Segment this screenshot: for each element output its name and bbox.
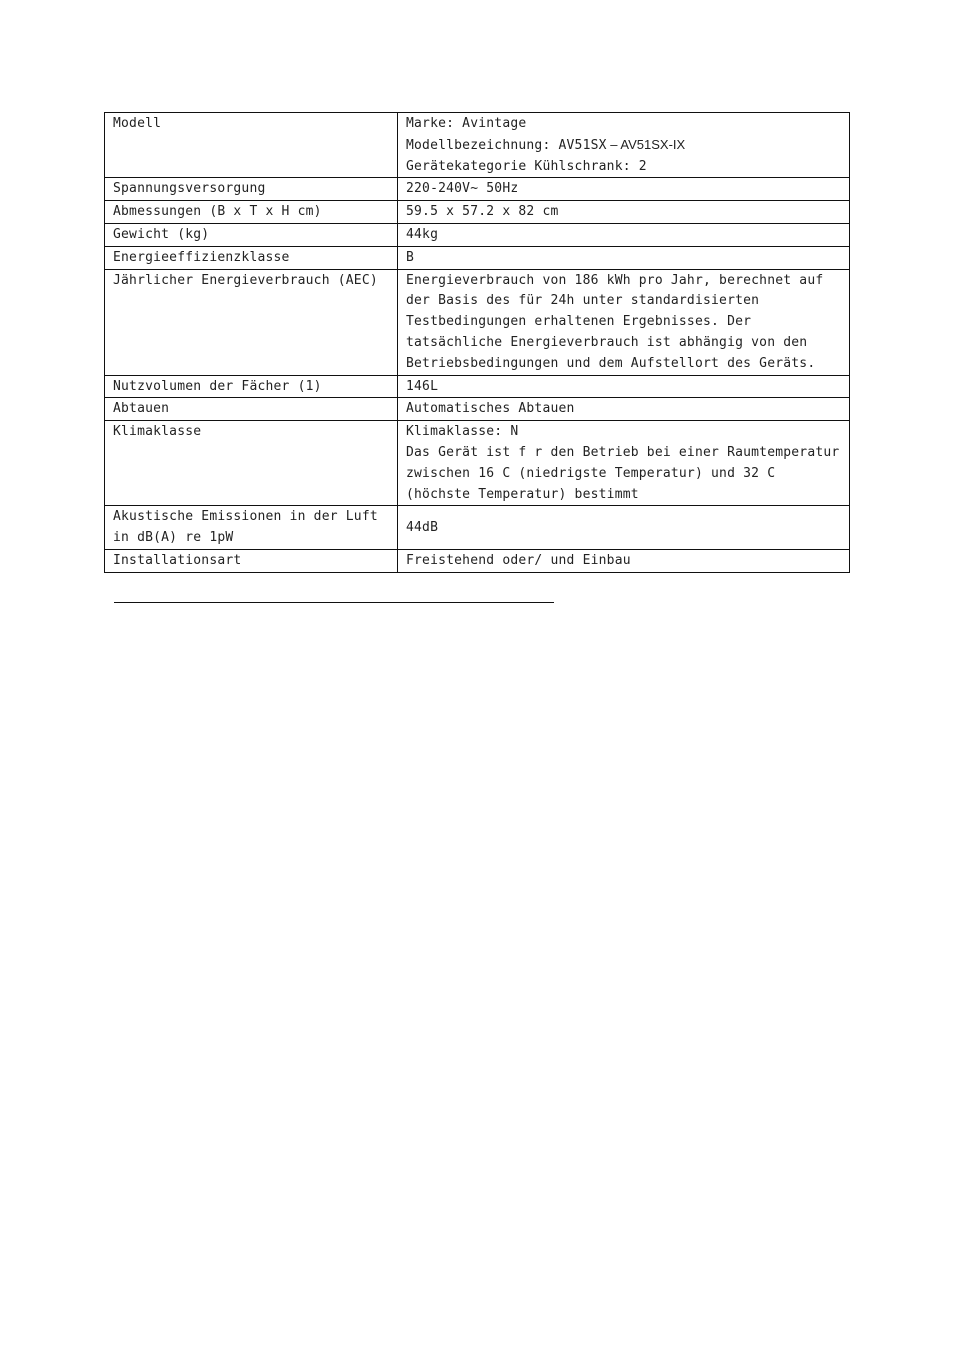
row-label [105,506,398,550]
row-label [105,246,398,269]
row-label [105,549,398,572]
label-text: Abmessungen (B x T x H cm) [113,204,322,220]
value-line: zwischen 16 C (niedrigste Temperatur) und 32 C [406,465,776,481]
row-value [398,506,850,550]
value-category: Gerätekategorie Kühlschrank: 2 [406,158,647,174]
value-line: (höchste Temperatur) bestimmt [406,486,639,502]
label-text: Gewicht (kg) [113,226,210,242]
label-line: Akustische Emissionen in der Luft [113,509,378,525]
value-line: der Basis des für 24h unter standardisierten [406,293,760,309]
row-value [398,398,850,421]
row-value [398,223,850,246]
row-value [398,178,850,201]
spec-table [104,112,850,573]
model-prefix: Modellbezeichnung: AV51SX [406,137,607,153]
row-label [105,178,398,201]
label-text: Jährlicher Energieverbrauch (AEC) [113,272,378,288]
table-row-nutzvolumen [105,375,850,398]
row-value [398,201,850,224]
value-line: Das Gerät ist f r den Betrieb bei einer Raumtemperatur [406,444,840,460]
row-label [105,113,398,178]
value-text: 59.5 x 57.2 x 82 cm [406,204,559,220]
label-text: Installationsart [113,552,242,568]
table-row-spannung [105,178,850,201]
label-text: Nutzvolumen der Fächer (1) [113,378,322,394]
row-value [398,421,850,506]
value-model [406,135,841,157]
label-text: Energieeffizienzklasse [113,249,290,265]
table-row-modell [105,113,850,178]
table-row-aec [105,269,850,375]
table-row-gewicht [105,223,850,246]
value-text: Freistehend oder/ und Einbau [406,552,631,568]
value-line: Klimaklasse: N [406,424,519,440]
value-text: 44dB [406,519,439,535]
value-line: Betriebsbedingungen und dem Aufstellort des Geräts. [406,355,816,371]
table-row-installationsart [105,549,850,572]
row-label [105,398,398,421]
row-value [398,246,850,269]
table-row-energieeffizienz [105,246,850,269]
label-text: Modell [113,116,162,131]
label-text: Klimaklasse [113,424,202,440]
value-text: 146L [406,378,439,394]
label-line: in dB(A) re 1pW [113,530,234,546]
value-line: tatsächliche Energieverbrauch ist abhängig von den [406,334,808,350]
row-label [105,223,398,246]
label-text: Abtauen [113,401,170,417]
row-label [105,421,398,506]
row-value [398,113,850,178]
table-row-akustik [105,506,850,550]
footnote-separator [114,602,554,603]
table-row-abtauen [105,398,850,421]
row-label [105,269,398,375]
value-brand: Marke: Avintage [406,116,527,131]
row-label [105,201,398,224]
value-line: Testbedingungen erhaltenen Ergebnisses. Der [406,314,752,330]
value-line: Energieverbrauch von 186 kWh pro Jahr, berechnet auf [406,272,824,288]
table-row-klimaklasse [105,421,850,506]
value-text: 220-240V~ 50Hz [406,181,519,197]
row-value [398,375,850,398]
table-row-abmessungen [105,201,850,224]
model-suffix: – AV51SX-IX [606,136,686,152]
value-text: Automatisches Abtauen [406,401,575,417]
row-label [105,375,398,398]
value-text: B [406,249,415,265]
value-text: 44kg [406,226,439,242]
row-value [398,549,850,572]
label-text: Spannungsversorgung [113,181,266,197]
row-value [398,269,850,375]
